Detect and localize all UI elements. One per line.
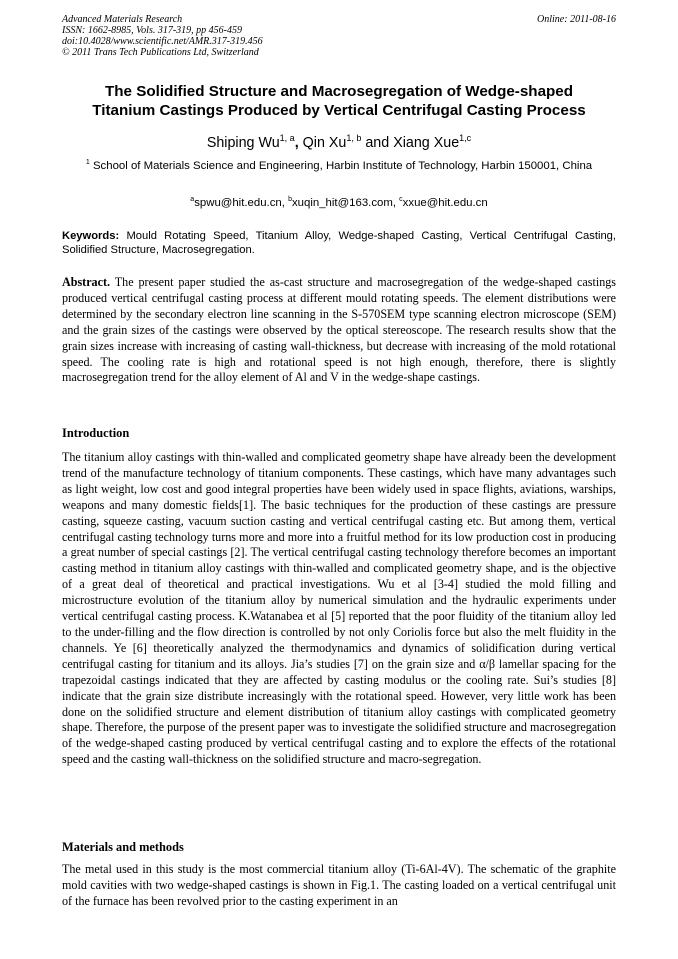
journal-header (62, 14, 616, 58)
issn-line: ISSN: 1662-8985, Vols. 317-319, pp 456-459 (62, 25, 242, 36)
abstract (62, 275, 616, 386)
email-c[interactable]: xxue@hit.edu.cn (402, 197, 488, 209)
author-list (62, 129, 616, 152)
author-1-sup: 1, a (279, 133, 295, 143)
author-separator-1: , (294, 135, 303, 151)
methods-heading: Materials and methods (62, 840, 184, 854)
keywords (62, 229, 616, 257)
introduction-paragraph: The titanium alloy castings with thin-walled and complicated geometry shape have already been the development trend of the manufacture technology of titanium components. These castings, which have many advantages such as light weight, low cost and good integral properties have been widely used in space flights, aviations, warships, weapons and many domestic fields[1]. The basic techniques for the production of these castings are pressure casting, squeeze casting, vacuum suction casting and vertical centrifugal casting etc. But among them, vertical centrifugal casting technology turns more and more into a fruitful method for its low production cost in producing a great number of special castings [2]. The vertical centrifugal casting technology therefore becomes an important casting method in titanium alloy castings with thin-walled and complicated geometry shape, and is the objective of a great deal of theoretical and practical investigations. Wu et al [3-4] studied the mold filling and microstructure evolution of the titanium alloy by numerical simulation and the hydraulic experiments under vertical centrifugal casting process. K.Watanabea et al [5] reported that the poor fluidity of the titanium alloy led to the under-filling and the flow direction is controlled by not only Coriolis force but also the melt fluidity in the channels. Ye [6] theoretically analyzed the thermodynamics and dynamics of solidification during vertical centrifugal casting for titanium and its alloys. Jia’s studies [7] on the grain size and α/β lamellar spacing for the trapezoidal castings indicated that they are affected by casting modulus or the cooling rate. Sui’s studies [8] indicate that the grain size distribute increasingly with the rotational speed. However, very little work has been done on the solidified structure and element distribution of titanium alloy castings with complicated geometry shape. Therefore, the purpose of the present paper was to investigate the solidified structure and macrosegregation of the wedge-shaped casting produced by vertical centrifugal casting and to explore the effects of the rotational speed and the casting wall-thickness on the solidified structure and macro-segregation. (62, 450, 616, 767)
author-3-name: Xiang Xue (393, 135, 460, 151)
email-b[interactable]: xuqin_hit@163.com, (291, 197, 400, 209)
author-1-name: Shiping Wu (206, 135, 280, 151)
journal-name: Advanced Materials Research (62, 14, 183, 25)
paper-title (62, 82, 616, 120)
affiliation-sup: 1 (85, 159, 90, 166)
email-a[interactable]: spwu@hit.edu.cn, (194, 197, 289, 209)
email-c-sup: c (399, 196, 403, 203)
affiliation-text: School of Materials Science and Engineering, Harbin Institute of Technology, Harbin 150001, China (89, 160, 593, 172)
abstract-text: The present paper studied the as-cast structure and macrosegregation of the wedge-shaped castings produced vertical centrifugal casting process at different mould rotating speeds. The element distributions were determined by the secondary electron line scanning in the S-570SEM type scanning electron microscope (SEM) and the grain sizes of the castings were observed by the optical stereoscope. The research results show that the grain sizes increase with increasing of casting wall-thickness, but decrease with increasing of the mold rotational speed. The cooling rate is high and rotational speed is not high enough, therefore, there is slightly macrosegregation trend for the alloy element of Al and V in the wedge-shape castings. (62, 275, 616, 385)
affiliation (62, 155, 616, 174)
keywords-text: Mould Rotating Speed, Titanium Alloy, Wedge-shaped Casting, Vertical Centrifugal Casting, Solidified Structure, Macrosegregation. (62, 230, 616, 256)
online-date: Online: 2011-08-16 (537, 14, 616, 25)
email-b-sup: b (288, 196, 292, 203)
copyright-line: © 2011 Trans Tech Publications Ltd, Switzerland (62, 47, 259, 58)
author-emails (62, 192, 616, 211)
email-a-sup: a (190, 196, 195, 203)
author-2-sup: 1, b (346, 133, 362, 143)
keywords-label: Keywords: (62, 230, 120, 242)
abstract-label: Abstract. (62, 275, 111, 289)
methods-paragraph: The metal used in this study is the most commercial titanium alloy (Ti-6Al-4V). The schematic of the graphite mold cavities with two wedge-shaped castings is shown in Fig.1. The casting loaded on a vertical centrifugal unit of the furnace has been revolved prior to the casting experiment in an (62, 862, 616, 908)
introduction-heading: Introduction (62, 426, 130, 440)
author-3-sup: 1,c (459, 133, 472, 143)
author-separator-2: and (361, 135, 394, 151)
doi-line: doi:10.4028/www.scientific.net/AMR.317-319.456 (62, 36, 263, 47)
title-line-2: Titanium Castings Produced by Vertical Centrifugal Casting Process (92, 102, 586, 119)
author-2-name: Qin Xu (302, 135, 347, 151)
title-line-1: The Solidified Structure and Macrosegregation of Wedge-shaped (104, 83, 574, 100)
